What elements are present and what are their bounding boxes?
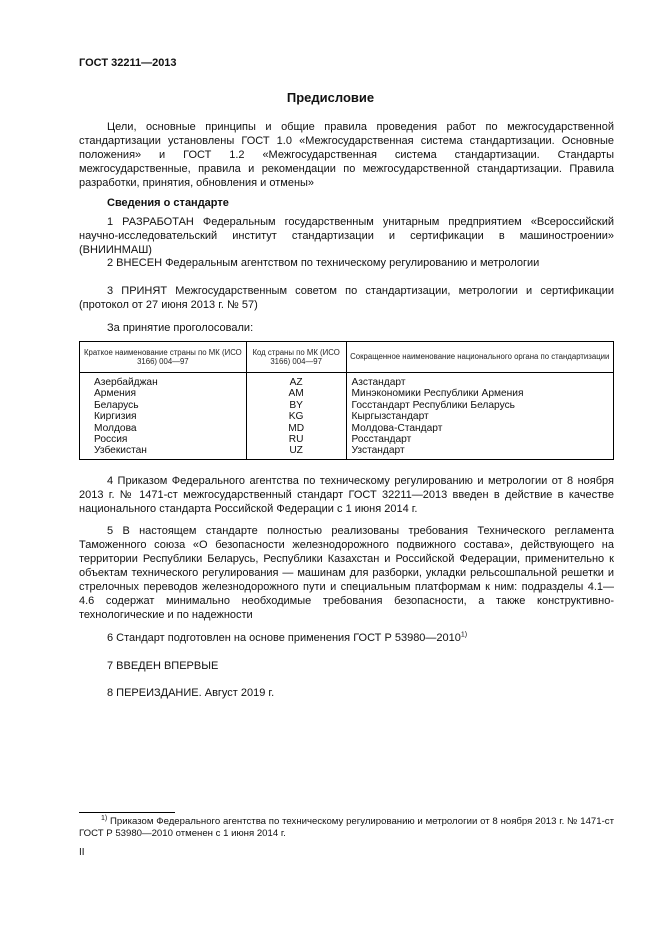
country-code: KG xyxy=(246,411,346,422)
table-row xyxy=(80,411,614,422)
footnote-reference[interactable]: 1) xyxy=(460,631,468,639)
section-title: Сведения о стандарте xyxy=(107,197,229,209)
item-5-text: 5 В настоящем стандарте полностью реализованы требования Технического регламента Таможенного союза «О безопасности железнодорожного подвижного состава», действующего на территории Республики Беларусь, Республики Казахстан и Российской Федерации, применительно к объектам технического регулирования — машинам для разборки, укладки рельсошпальной решетки и стрелочных переводов железнодорожного пути и специальным платформам к ним: подразделы 4.1—4.6 содержат минимально необходимые требования безопасности, а также конструктивно-технологические и по надежности xyxy=(79,525,614,621)
item-2 xyxy=(79,256,614,270)
country-name: Молдова xyxy=(80,423,247,434)
country-code: AM xyxy=(246,388,346,399)
country-name: Беларусь xyxy=(80,400,247,411)
page-title: Предисловие xyxy=(286,90,375,105)
country-name: Азербайджан xyxy=(80,373,247,389)
table-row xyxy=(80,400,614,411)
item-1-text: 1 РАЗРАБОТАН Федеральным государственным унитарным предприятием «Всероссийский научно-исследовательский институт стандартизации и сертификации в машиностроении» (ВНИИНМАШ) xyxy=(79,216,614,256)
table-row xyxy=(80,373,614,389)
table-row xyxy=(80,445,614,459)
table-row xyxy=(80,434,614,445)
country-name: Узбекистан xyxy=(80,445,247,459)
footnote-divider xyxy=(79,812,175,813)
item-2-text: 2 ВНЕСЕН Федеральным агентством по техническому регулированию и метрологии xyxy=(107,257,540,269)
country-code: RU xyxy=(246,434,346,445)
item-8 xyxy=(79,686,614,700)
voting-table xyxy=(79,341,614,460)
country-code: UZ xyxy=(246,445,346,459)
item-1 xyxy=(79,215,614,257)
item-6 xyxy=(79,631,614,645)
footnote xyxy=(79,816,614,840)
item-3-text: 3 ПРИНЯТ Межгосударственным советом по стандартизации, метрологии и сертификации (протокол от 27 июня 2013 г. № 57) xyxy=(79,285,614,311)
country-name: Армения xyxy=(80,388,247,399)
table-header-row xyxy=(80,342,614,373)
footnote-mark: 1) xyxy=(101,814,108,822)
item-4 xyxy=(79,474,614,516)
national-body: Азстандарт xyxy=(346,373,613,389)
vote-intro xyxy=(79,321,614,335)
national-body: Госстандарт Республики Беларусь xyxy=(346,400,613,411)
document-header: ГОСТ 32211—2013 xyxy=(79,57,177,69)
footnote-text: Приказом Федерального агентства по техническому регулированию и метрологии от 8 ноября 2013 г. № 1471-ст ГОСТ Р 53980—2010 отменен с 1 июня 2014 г. xyxy=(79,816,614,839)
intro-paragraph xyxy=(79,120,614,190)
table-row xyxy=(80,423,614,434)
header-country-name: Краткое наименование страны по МК (ИСО 3166) 004—97 xyxy=(80,342,247,373)
country-code: MD xyxy=(246,423,346,434)
national-body: Кыргызстандарт xyxy=(346,411,613,422)
country-code: AZ xyxy=(246,373,346,389)
national-body: Молдова-Стандарт xyxy=(346,423,613,434)
header-country-code: Код страны по МК (ИСО 3166) 004—97 xyxy=(246,342,346,373)
country-code: BY xyxy=(246,400,346,411)
national-body: Минэкономики Республики Армения xyxy=(346,388,613,399)
item-7-text: 7 ВВЕДЕН ВПЕРВЫЕ xyxy=(107,660,219,672)
item-4-text: 4 Приказом Федерального агентства по техническому регулированию и метрологии от 8 ноября 2013 г. № 1471-ст межгосударственный стандарт ГОСТ 32211—2013 введен в действие в качестве национального стандарта Российской Федерации с 1 июня 2014 г. xyxy=(79,475,614,515)
header-national-body: Сокращенное наименование национального органа по стандартизации xyxy=(346,342,613,373)
item-3 xyxy=(79,284,614,312)
item-5 xyxy=(79,524,614,622)
country-name: Россия xyxy=(80,434,247,445)
item-6-text: 6 Стандарт подготовлен на основе применения ГОСТ Р 53980—2010 xyxy=(107,632,461,644)
national-body: Узстандарт xyxy=(346,445,613,459)
vote-intro-text: За принятие проголосовали: xyxy=(107,322,254,334)
table-row xyxy=(80,388,614,399)
national-body: Росстандарт xyxy=(346,434,613,445)
page-number: II xyxy=(79,847,85,858)
item-8-text: 8 ПЕРЕИЗДАНИЕ. Август 2019 г. xyxy=(107,687,275,699)
country-name: Киргизия xyxy=(80,411,247,422)
item-7 xyxy=(79,659,614,673)
intro-text: Цели, основные принципы и общие правила проведения работ по межгосударственной стандартизации установлены ГОСТ 1.0 «Межгосударственная система стандартизации. Основные положения» и ГОСТ 1.2 «Межгосударственная система стандартизации. Стандарты межгосударственные, правила и рекомендации по межгосударственной стандартизации. Правила разработки, принятия, обновления и отмены» xyxy=(79,121,614,189)
